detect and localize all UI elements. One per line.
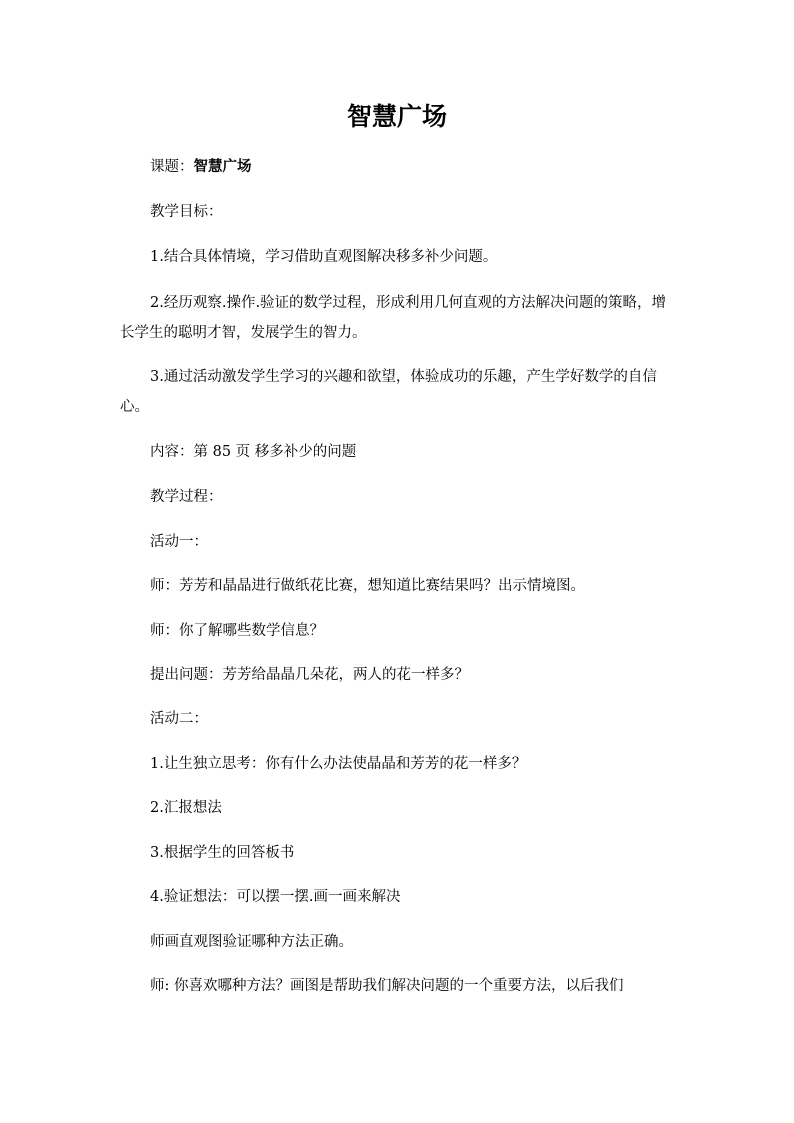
activity-1-heading: 活动一： (150, 534, 208, 550)
goals-heading: 教学目标： (150, 204, 223, 220)
activity-1-line-1: 师：芳芳和晶晶进行做纸花比赛，想知道比赛结果吗？出示情境图。 (150, 578, 585, 594)
activity-2-step-3: 3.根据学生的回答板书 (150, 845, 295, 861)
activity-2-heading: 活动二： (150, 711, 208, 727)
activity-1-line-2: 师：你了解哪些数学信息？ (150, 623, 324, 639)
activity-2-step-1: 1.让生独立思考：你有什么办法使晶晶和芳芳的花一样多？ (150, 756, 527, 772)
activity-2-step-4: 4.验证想法：可以摆一摆.画一画来解决 (150, 889, 401, 905)
activity-2-line-5: 师画直观图验证哪种方法正确。 (150, 934, 353, 950)
activity-2-line-6: 师: 你喜欢哪种方法？画图是帮助我们解决问题的一个重要方法，以后我们 (150, 978, 624, 994)
topic-line (120, 157, 680, 177)
activity-2-step-2: 2.汇报想法 (150, 800, 222, 816)
document-title: 智慧广场 (346, 102, 447, 131)
activity-1-line-3: 提出问题：芳芳给晶晶几朵花，两人的花一样多？ (150, 667, 469, 683)
topic-value: 智慧广场 (193, 159, 252, 175)
goal-2: 2.经历观察.操作.验证的数学过程，形成利用几何直观的方法解决问题的策略，增长学生的聪明才智，发展学生的智力。 (120, 295, 667, 341)
content-line: 内容：第 85 页 移多补少的问题 (150, 444, 357, 460)
goal-3: 3.通过活动激发学生学习的兴趣和欲望，体验成功的乐趣，产生学好数学的自信心。 (120, 369, 657, 415)
topic-label: 课题： (150, 159, 194, 175)
goal-1: 1.结合具体情境，学习借助直观图解决移多补少问题。 (150, 249, 498, 265)
process-heading: 教学过程： (150, 489, 223, 505)
